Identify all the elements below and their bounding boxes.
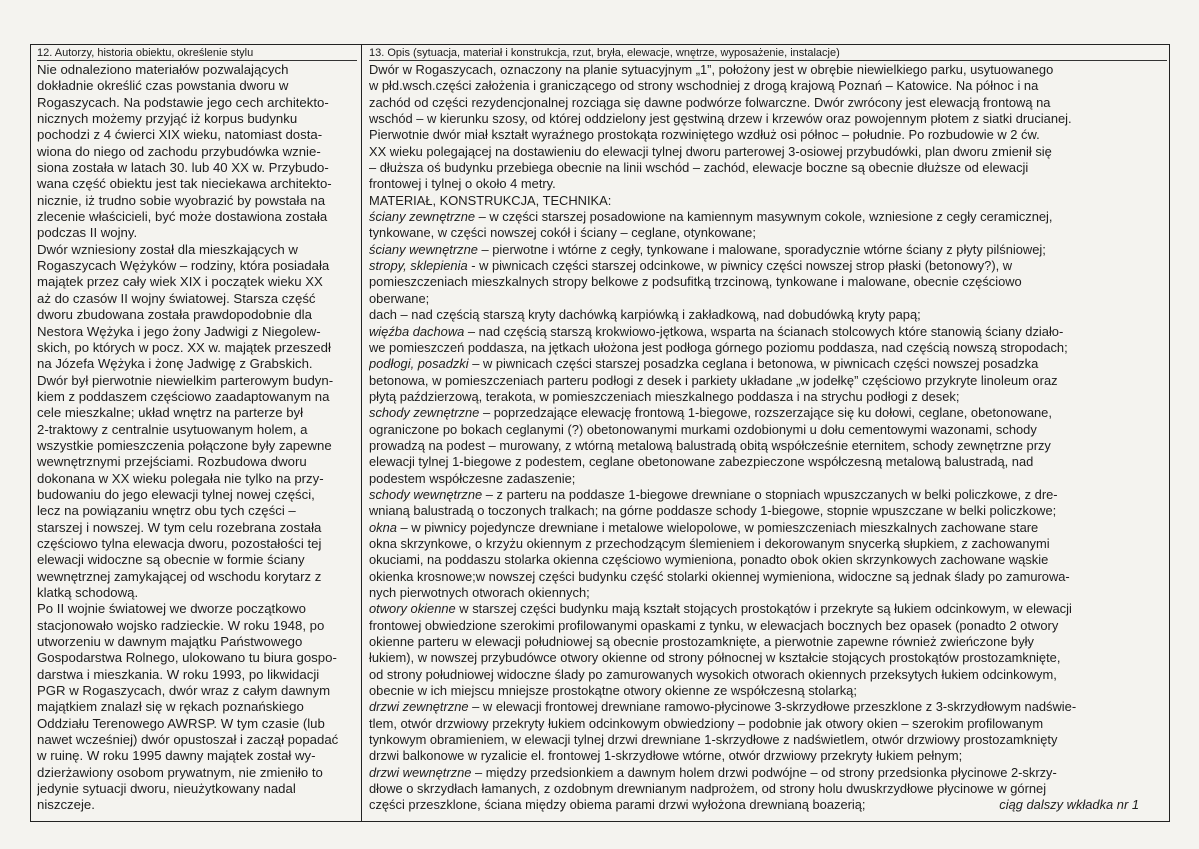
description-text-line bbox=[369, 176, 1167, 192]
history-text-line: nawet wcześniej) dwór opustoszał i zaczął popadać bbox=[37, 732, 339, 748]
description-text-line bbox=[369, 373, 1167, 389]
description-text: tynkowym obramieniem, w elewacji tylnej drzwi drewniane 1-skrzydłowe z nadświetlem, otwór drzwiowy prostozamknięty bbox=[369, 732, 1058, 748]
description-text: – w elewacji frontowej drewniane ramowo-płycinowe 3-skrzydłowe przeszklone z 3-skrzydłowym nadświe- bbox=[468, 699, 1077, 715]
section-term: schody wewnętrzne bbox=[369, 486, 483, 502]
description-text: – pierwotne i wtórne z cegły, tynkowane i malowane, sporadycznie wtórne ściany z płyty pilśniowej; bbox=[477, 241, 1046, 257]
description-text: obecnie w ich miejscu mniejsze prostokątne otwory okienne ze współczesną stolarką; bbox=[369, 683, 857, 699]
description-text-line bbox=[369, 503, 1167, 519]
column-divider bbox=[361, 44, 362, 821]
history-text-line: elewacji widoczne są obecnie w formie ściany bbox=[37, 552, 305, 568]
history-text-line: wiona do niego od zachodu przybudówka wznie- bbox=[37, 143, 321, 159]
description-text: frontowej i tylnej o około 4 metry. bbox=[369, 176, 556, 192]
description-text-line bbox=[369, 732, 1167, 748]
history-text-line: Oddziału Terenowego AWRSP. W tym czasie (lub bbox=[37, 715, 325, 731]
history-text-line: Rogaszycach Wężyków – rodziny, która posiadała bbox=[37, 258, 330, 274]
history-text-line: Gospodarstwa Rolnego, ulokowano tu biura gospo- bbox=[37, 650, 337, 666]
description-text: - w piwnicach części starszej odcinkowe, w piwnicy części nowszej strop płaski (betonowy?), w bbox=[467, 258, 1013, 274]
description-text-line bbox=[369, 748, 1167, 764]
history-text-line: majątkiem znalazł się w rękach poznańskiego bbox=[37, 699, 304, 715]
history-text-line: zlecenie właścicieli, być może dostawiona została bbox=[37, 209, 328, 225]
history-text-line: dokładnie określić czas powstania dworu w bbox=[37, 78, 289, 94]
description-text: pomieszczeniach mieszkalnych stropy belkowe z podsufitką trzcinową, tynkowane i malowane, obecnie częściowo bbox=[369, 274, 1022, 290]
history-text-line: cele mieszkalne; układ wnętrz na parterze był bbox=[37, 405, 304, 421]
history-text-line: aż do czasów II wojny światowej. Starsza część bbox=[37, 290, 316, 306]
section-term: otwory okienne bbox=[369, 601, 456, 617]
history-text-line: Rogaszycach. Na podstawie jego cech architekto- bbox=[37, 94, 329, 110]
description-text: – w części starszej posadowione na kamiennym masywnym cokole, wzniesione z cegły ceramicznej, bbox=[475, 209, 1053, 225]
description-text-line bbox=[369, 618, 1167, 634]
description-text-line bbox=[369, 699, 1167, 715]
description-text: podestem współczesne zadaszenie; bbox=[369, 470, 576, 486]
history-text-line: lecz na powiązaniu wnętrz obu tych części – bbox=[37, 503, 296, 519]
description-text-line bbox=[369, 585, 1167, 601]
description-text: wnianą balustradą o toczonych tralkach; na górne poddasze schody 1-biegowe, stopnie wpuszczane w belki policzkowe; bbox=[369, 503, 1057, 519]
description-text-line bbox=[369, 127, 1167, 143]
description-text-line bbox=[369, 601, 1167, 617]
description-text: – w piwnicy pojedyncze drewniane i metalowe wielopolowe, w pomieszczeniach mieszkalnych zachowane stare bbox=[396, 519, 1039, 535]
description-text-line bbox=[369, 569, 1167, 585]
history-text-line: dworu zbudowana została prawdopodobnie dla bbox=[37, 307, 312, 323]
description-text: tynkowane, w części nowszej cokół i ściany – ceglane, otynkowane; bbox=[369, 225, 756, 241]
description-text-line bbox=[369, 650, 1167, 666]
description-text: – nad częścią starszą krokwiowo-jętkowa, wsparta na ścianach stolcowych które stanowią ściany działo- bbox=[464, 323, 1064, 339]
history-text-line: w ruinę. W roku 1995 dawny majątek został wy- bbox=[37, 748, 316, 764]
description-text: od strony południowej widoczne ślady po zamurowanych wysokich otworach okiennych przeksytych łukiem odcinkowym, bbox=[369, 666, 1057, 682]
description-text-line bbox=[369, 765, 1167, 781]
section-term: drzwi zewnętrzne bbox=[369, 699, 469, 715]
description-text: dłowe o skrzydłach łamanych, z ozdobnym drewnianym nadprożem, od strony holu dwuskrzydłowe płycinowe w górnej bbox=[369, 781, 1047, 797]
continuation-note: ciąg dalszy wkładka nr 1 bbox=[999, 797, 1139, 813]
description-text-line bbox=[369, 683, 1167, 699]
description-text: elewacji tylnej 1-biegowe z podestem, ceglane obetonowane zabezpieczone współczesną metalową balustradą, nad bbox=[369, 454, 1034, 470]
form-sheet bbox=[30, 44, 1170, 822]
description-section bbox=[369, 46, 1167, 814]
description-text: – między przedsionkiem a dawnym holem drzwi podwójne – od strony przedsionka płycinowe 2-skrzy- bbox=[471, 764, 1057, 780]
description-text-line bbox=[369, 95, 1167, 111]
history-text-line: majątek przez cały wiek XIX i początek wieku XX bbox=[37, 274, 323, 290]
history-text-line: Dwór był pierwotnie niewielkim parterowym budyn- bbox=[37, 372, 334, 388]
description-text-line bbox=[369, 78, 1167, 94]
description-text: – w piwnicach części starszej posadzka ceglana i betonowa, w piwnicach części nowszej posadzka bbox=[468, 356, 1039, 372]
section-term: podłogi, posadzki bbox=[369, 356, 469, 372]
description-text: tlem, otwór drzwiowy przekryty łukiem odcinkowym obwiedziony – podobnie jak otwory okien – szerokim profilowanym bbox=[369, 715, 1044, 731]
description-text: łukiem), w nowszej przybudówce otwory okienne od strony północnej w kształcie stojących prostokątów prostozamknięte, bbox=[369, 650, 1061, 666]
history-text-line: Dwór wzniesiony został dla mieszkających w bbox=[37, 241, 298, 257]
description-text: części przeszklone, ściana między obiema parami drzwi wyłożona drewnianą boazerią; bbox=[369, 797, 866, 813]
section-term: schody zewnętrzne bbox=[369, 405, 480, 421]
description-text: dach – nad częścią starszą kryty dachówką karpiówką i zakładkową, nad dobudówką kryty papą; bbox=[369, 307, 921, 323]
history-text-line: nicznie, iż trudno sobie wyobrazić by powstała na bbox=[37, 192, 326, 208]
description-text: betonowa, w pomieszczeniach parteru podłogi z desek i parkiety układane „w jodełkę” częściowo przykryte linoleum oraz bbox=[369, 372, 1058, 388]
history-text-line: częściowo tylna elewacja dworu, pozostałości tej bbox=[37, 535, 322, 551]
description-text-line bbox=[369, 667, 1167, 683]
history-text-line: budowaniu do jego elewacji tylnej nowej części, bbox=[37, 486, 315, 502]
description-text: frontowej obwiedzione szerokimi profilowanymi opaskami z tynku, w elewacjach bocznych bez opasek (ponadto 2 otwory bbox=[369, 617, 1059, 633]
description-text: Pierwotnie dwór miał kształt wyraźnego prostokąta rozwiniętego wzdłuż osi północ – południe. Po rozbudowie w 2 ćw. bbox=[369, 127, 1040, 143]
history-text-line: utworzeniu w dawnym majątku Państwowego bbox=[37, 634, 303, 650]
description-text-line bbox=[369, 405, 1167, 421]
history-text-line: wszystkie pomieszczenia połączone były zapewne bbox=[37, 437, 332, 453]
description-text-line bbox=[369, 454, 1167, 470]
history-text-line: na Józefa Wężyka i żonę Jadwigę z Grabskich. bbox=[37, 356, 313, 372]
history-text-line: siona została w latach 30. lub 40 XX w. Przybudo- bbox=[37, 160, 329, 176]
description-text: prowadzą na podest – murowany, z wtórną metalową balustradą obitą współcześnie eternitem, schody zewnętrzne przy bbox=[369, 437, 1051, 453]
history-text-line: starszej i nowszej. W tym celu rozebrana została bbox=[37, 519, 322, 535]
history-text-line: stacjonowało wojsko radzieckie. W roku 1948, po bbox=[37, 617, 325, 633]
description-text: MATERIAŁ, KONSTRUKCJA, TECHNIKA: bbox=[369, 192, 612, 208]
history-section bbox=[37, 46, 357, 814]
history-text-line: 2-traktowy z centralnie usytuowanym holem, a bbox=[37, 421, 308, 437]
description-text: zachód od części rezydencjonalnej rozciąga się dawne podwórze folwarczne. Dwór zwrócony jest elewacją frontową na bbox=[369, 94, 1051, 110]
description-text-line bbox=[369, 144, 1167, 160]
description-text: okna skrzynkowe, o krzyżu okiennym z przechodzącym ślemieniem i dekorowanym snycerką słupkiem, z zachowanymi bbox=[369, 535, 1050, 551]
description-text-line bbox=[369, 307, 1167, 323]
history-section-header: 12. Autorzy, historia obiektu, określenie stylu bbox=[37, 46, 357, 61]
description-text-line bbox=[369, 389, 1167, 405]
description-text: ograniczone po bokach ceglanymi (?) obetonowanymi murkami ozdobionymi u dołu cementowymi wazonami, schody bbox=[369, 421, 1037, 437]
description-text: okuciami, na poddaszu stolarka okienna częściowo wymieniona, ponadto obok okien skrzynkowych zachowane wąskie bbox=[369, 552, 1049, 568]
description-text-line bbox=[369, 324, 1167, 340]
description-text-line bbox=[369, 438, 1167, 454]
history-text-line: nicznych możemy przyjąć iż korpus budynku bbox=[37, 111, 298, 127]
history-text-line: Po II wojnie światowej we dworze początkowo bbox=[37, 601, 307, 617]
description-text-line bbox=[369, 160, 1167, 176]
description-text: okienne parteru w elewacji południowej są obecnie prostozamknięte, a pierwotnie zapewne również zwieńczone były bbox=[369, 634, 1034, 650]
description-text: nych pierwotnych otworach okiennych; bbox=[369, 585, 590, 600]
description-text-line bbox=[369, 111, 1167, 127]
description-text-line bbox=[369, 356, 1167, 372]
description-text: okienka krosnowe;w nowszej części budynku część stolarki okiennej wymieniona, widoczne są jednak ślady po zamurowa- bbox=[369, 568, 1070, 584]
history-text-line: wana część obiektu jest tak nieciekawa architekto- bbox=[37, 176, 332, 192]
description-text-line bbox=[369, 274, 1167, 290]
description-last-line bbox=[369, 797, 1167, 813]
description-text: – dłuższa oś budynku przebiega obecnie na linii wschód – zachód, elewacje boczne są obecnie dłuższe od elewacji bbox=[369, 160, 1029, 176]
history-text-line: wewnętrznymi przejściami. Rozbudowa dworu bbox=[37, 454, 307, 470]
description-section-body bbox=[369, 62, 1167, 814]
description-text-line bbox=[369, 781, 1167, 797]
history-text-line: jedynie sytuacji dworu, nieużytkowany nadal bbox=[37, 781, 296, 797]
top-border bbox=[31, 44, 1169, 45]
history-text-line: podczas II wojny. bbox=[37, 225, 138, 241]
description-text-line bbox=[369, 258, 1167, 274]
description-text-line bbox=[369, 193, 1167, 209]
description-text: drzwi balkonowe w ryzalicie el. frontowej 1-skrzydłowe wtórne, otwór drzwiowy przekryty łukiem pełnym; bbox=[369, 748, 963, 764]
description-text: w starszej części budynku mają kształt stojących prostokątów i przekryte są łukiem odcinkowym, w elewacji bbox=[455, 601, 1072, 617]
history-text-line: pochodzi z 4 ćwierci XIX wieku, natomiast dosta- bbox=[37, 127, 323, 143]
history-text-line: skich, po których w pocz. XX w. majątek przeszedł bbox=[37, 339, 331, 355]
description-text-line bbox=[369, 634, 1167, 650]
section-term: stropy, sklepienia bbox=[369, 258, 468, 274]
history-text-line: Nie odnaleziono materiałów pozwalających bbox=[37, 62, 289, 77]
section-term: drzwi wewnętrzne bbox=[369, 764, 472, 780]
history-text-line: Nestora Wężyka i jego żony Jadwigi z Niegolew- bbox=[37, 323, 321, 339]
history-section-body bbox=[37, 62, 357, 814]
description-text: – poprzedzające elewację frontową 1-biegowe, rozszerzające się ku dołowi, ceglane, obetonowane, bbox=[479, 405, 1052, 421]
description-text-line bbox=[369, 552, 1167, 568]
description-text: XX wieku polegającej na dostawieniu do elewacji tylnej dworu parterowej 3-osiowej przybudówki, plan dworu zmienił się bbox=[369, 143, 1052, 159]
description-text-line bbox=[369, 716, 1167, 732]
section-term: okna bbox=[369, 519, 397, 535]
section-term: ściany zewnętrzne bbox=[369, 209, 476, 225]
section-term: więźba dachowa bbox=[369, 323, 465, 339]
description-text: wschód – w kierunku szosy, od której oddzielony jest gęstwiną drzew i krzewów oraz powojennym płotem z siatki drucianej. bbox=[369, 111, 1072, 127]
description-text: oberwane; bbox=[369, 290, 430, 306]
history-text-line: PGR w Rogaszycach, dwór wraz z całym dawnym bbox=[37, 683, 331, 699]
description-text-line bbox=[369, 209, 1167, 225]
description-text-line bbox=[369, 520, 1167, 536]
history-text-line: dokonana w XX wieku polegała nie tylko na przy- bbox=[37, 470, 324, 486]
history-text-line: klatką schodową. bbox=[37, 585, 139, 600]
history-text-line: dzierżawiony osobom prywatnym, nie zmieniło to bbox=[37, 764, 323, 780]
description-text-line bbox=[369, 536, 1167, 552]
description-text-line bbox=[369, 487, 1167, 503]
section-term: ściany wewnętrzne bbox=[369, 241, 478, 257]
description-text-line bbox=[369, 340, 1167, 356]
description-text: – z parteru na poddasze 1-biegowe drewniane o stopniach wpuszczanych w belki policzkowe, z dre- bbox=[482, 486, 1058, 502]
history-text-line: wewnętrznej zamykającej od wschodu korytarz z bbox=[37, 568, 322, 584]
description-text-line bbox=[369, 422, 1167, 438]
description-text: Dwór w Rogaszycach, oznaczony na planie sytuacyjnym „1”, położony jest w obrębie niewielkiego parku, usytuowanego bbox=[369, 62, 1054, 77]
description-section-header: 13. Opis (sytuacja, materiał i konstrukcja, rzut, bryła, elewacje, wnętrze, wyposażenie, instalacje) bbox=[369, 46, 1167, 61]
history-text-line: kiem z poddaszem częściowo zaadaptowanym na bbox=[37, 388, 330, 404]
description-text-line bbox=[369, 291, 1167, 307]
description-text: we pomieszczeń poddasza, na jętkach ułożona jest podłoga górnego poziomu poddasza, nad częścią nowszą stropodach; bbox=[369, 339, 1068, 355]
description-text: w płd.wsch.części założenia i graniczącego od strony wschodniej z drogą krajową Poznań – Katowice. Na północ i na bbox=[369, 78, 1039, 94]
description-text-line bbox=[369, 242, 1167, 258]
history-text-line: darstwa i mieszkania. W roku 1993, po likwidacji bbox=[37, 666, 320, 682]
history-text-line: niszczeje. bbox=[37, 797, 95, 813]
description-text-line bbox=[369, 471, 1167, 487]
description-text-line bbox=[369, 62, 1167, 78]
description-text: płytą paździerzową, terakota, w pomieszczeniach mieszkalnego poddasza i na strychu podłogi z desek; bbox=[369, 388, 960, 404]
description-text-line bbox=[369, 225, 1167, 241]
